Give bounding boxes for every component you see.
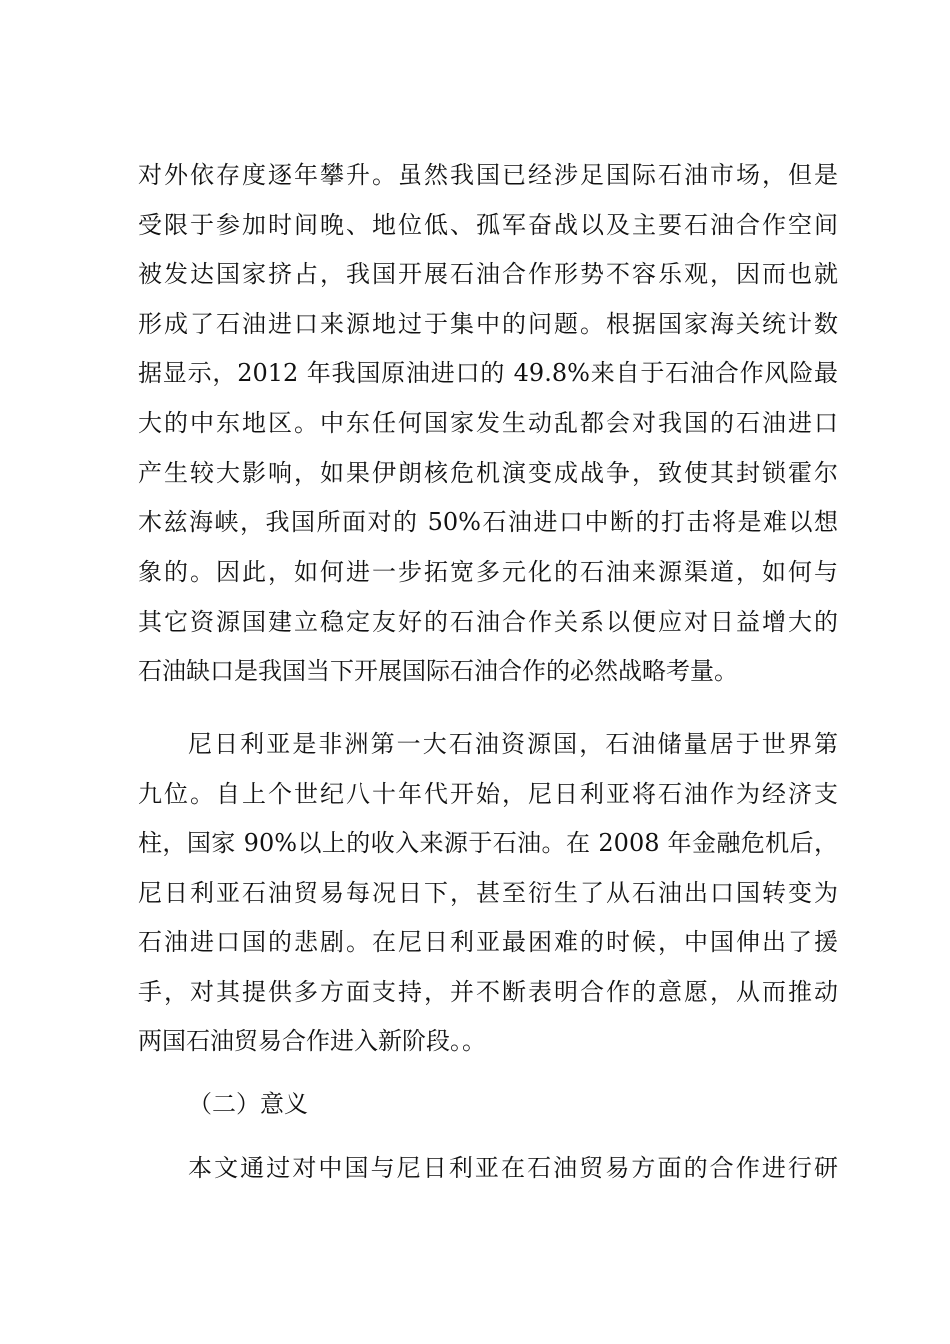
text-line: 其它资源国建立稳定友好的石油合作关系以便应对日益增大的: [138, 608, 838, 636]
text-line: 柱，国家 90%以上的收入来源于石油。在 2008 年金融危机后，: [138, 829, 838, 857]
text-line: 石油缺口是我国当下开展国际石油合作的必然战略考量。: [138, 657, 738, 685]
text-line: 石油进口国的悲剧。在尼日利亚最困难的时候，中国伸出了援: [138, 928, 838, 956]
text-line: 产生较大影响，如果伊朗核危机演变成战争，致使其封锁霍尔: [138, 459, 838, 487]
text-line: 对外依存度逐年攀升。虽然我国已经涉足国际石油市场，但是: [138, 161, 838, 189]
text-line: 受限于参加时间晚、地位低、孤军奋战以及主要石油合作空间: [138, 211, 838, 239]
text-line: 九位。自上个世纪八十年代开始，尼日利亚将石油作为经济支: [138, 780, 838, 808]
text-line: 尼日利亚石油贸易每况日下，甚至衍生了从石油出口国转变为: [138, 879, 838, 907]
text-line: 被发达国家挤占，我国开展石油合作形势不容乐观，因而也就: [138, 260, 838, 288]
text-line: 手，对其提供多方面支持，并不断表明合作的意愿，从而推动: [138, 978, 838, 1006]
text-line: 木兹海峡，我国所面对的 50%石油进口中断的打击将是难以想: [138, 508, 838, 536]
text-line: 象的。因此，如何进一步拓宽多元化的石油来源渠道，如何与: [138, 558, 838, 586]
text-line: 本文通过对中国与尼日利亚在石油贸易方面的合作进行研: [188, 1154, 838, 1182]
text-line: 大的中东地区。中东任何国家发生动乱都会对我国的石油进口: [138, 409, 838, 437]
text-line: 两国石油贸易合作进入新阶段。。: [138, 1027, 486, 1055]
text-line: 据显示，2012 年我国原油进口的 49.8%来自于石油合作风险最: [138, 359, 838, 387]
text-line: 尼日利亚是非洲第一大石油资源国，石油储量居于世界第: [188, 730, 838, 758]
text-line: 形成了石油进口来源地过于集中的问题。根据国家海关统计数: [138, 310, 838, 338]
section-heading: （二）意义: [188, 1090, 308, 1118]
